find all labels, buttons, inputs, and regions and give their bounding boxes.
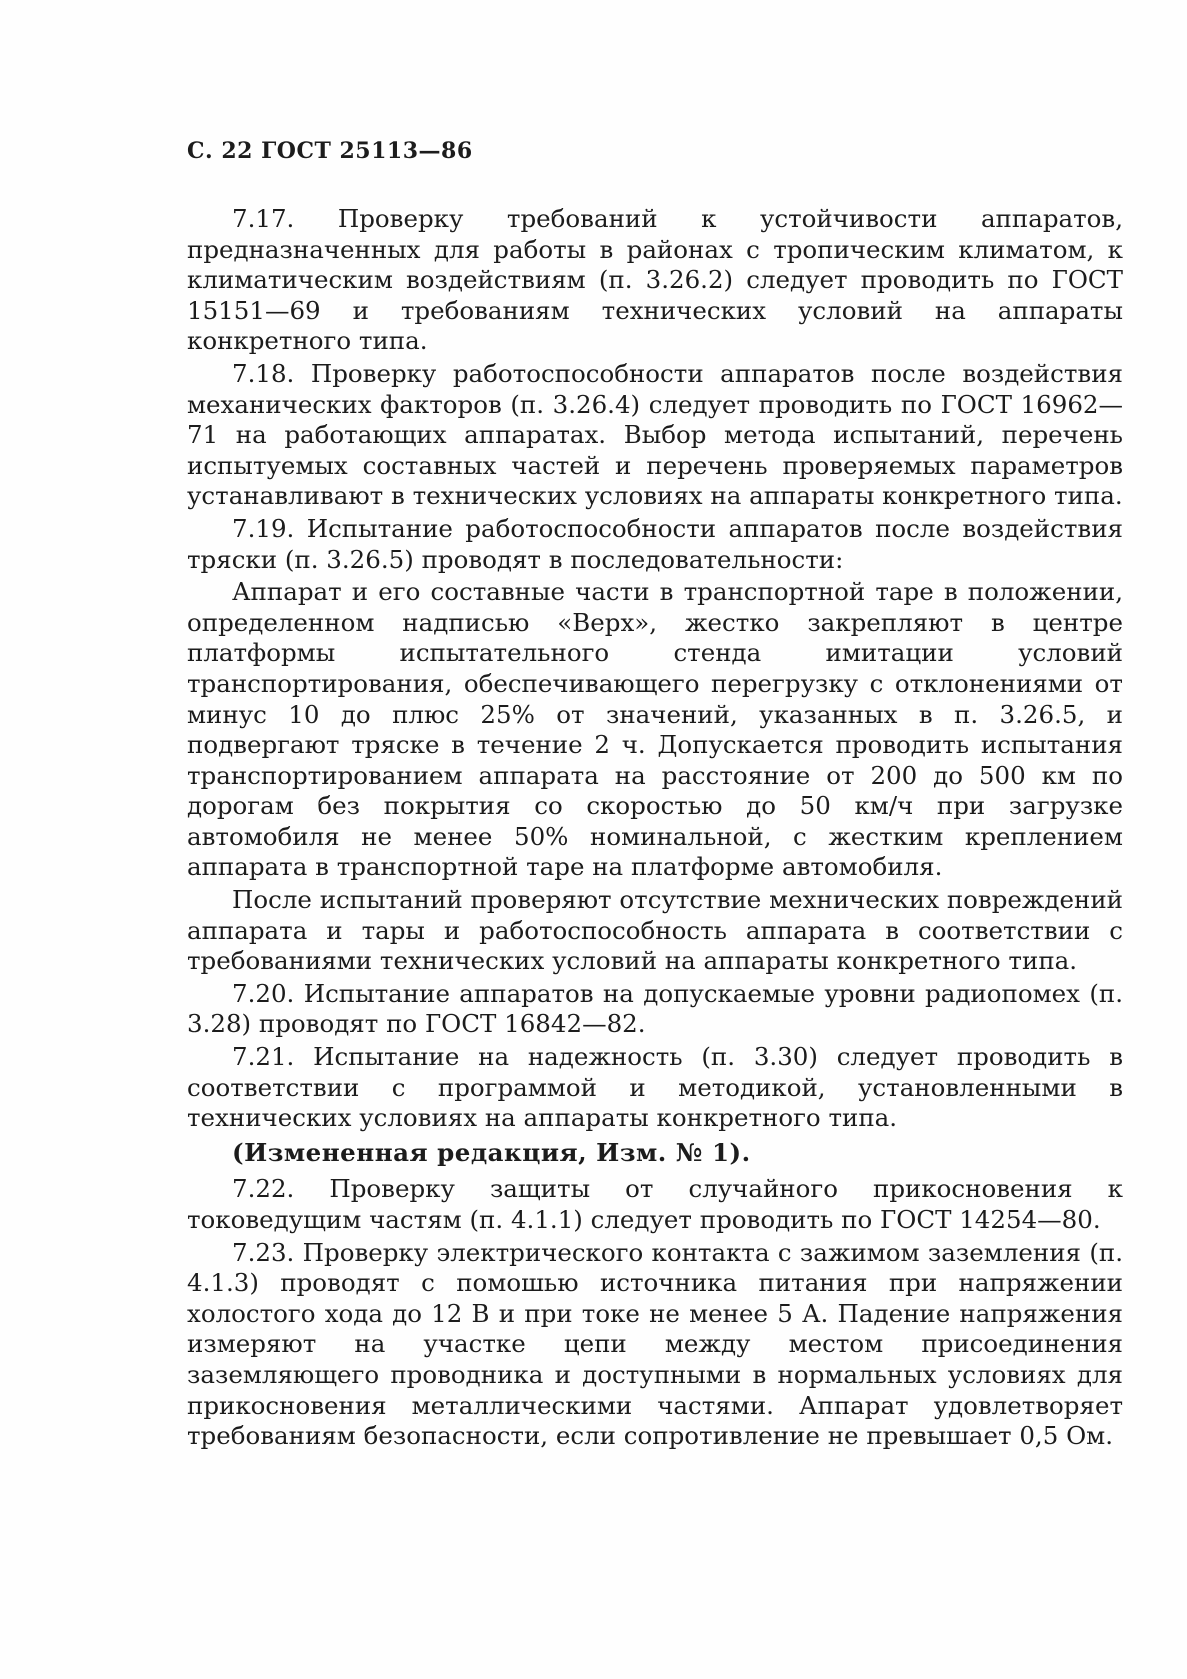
paragraph-7-23: 7.23. Проверку электрического контакта с зажимом заземления (п. 4.1.3) проводят с помошью источника питания при напряжении холостого хода до 12 В и при токе не менее 5 А. Падение напряжения измеряют на участке цепи между местом присоединения заземляющего проводника и доступными в нормальных условиях для прикосновения металлическими частями. Аппарат удовлетворяет требованиям безопасности, если сопротивление не превышает 0,5 Ом.	[187, 1237, 1123, 1451]
paragraph-7-18: 7.18. Проверку работоспособности аппаратов после воздействия механических факторов (п. 3.26.4) следует проводить по ГОСТ 16962—71 на работающих аппаратах. Выбор метода испытаний, перечень испытуемых составных частей и перечень проверяемых параметров устанавливают в технических условиях на аппараты конкретного типа.	[187, 358, 1123, 511]
paragraph-7-20: 7.20. Испытание аппаратов на допускаемые уровни радиопомех (п. 3.28) проводят по ГОСТ 16842—82.	[187, 978, 1123, 1039]
running-head: С. 22 ГОСТ 25113—86	[187, 138, 473, 164]
paragraph-7-19-after-tests: После испытаний проверяют отсутствие мехнических повреждений аппарата и тары и работоспособность аппарата в соответствии с требованиями технических условий на аппараты конкретного типа.	[187, 885, 1123, 976]
paragraph-7-22: 7.22. Проверку защиты от случайного прикосновения к токоведущим частям (п. 4.1.1) следует проводить по ГОСТ 14254—80.	[187, 1174, 1123, 1234]
document-body	[187, 204, 1123, 1454]
paragraph-7-17: 7.17. Проверку требований к устойчивости аппаратов, предназначенных для работы в районах с тропическим климатом, к климатическим воздействиям (п. 3.26.2) следует проводить по ГОСТ 15151—69 и требованиям технических условий на аппараты конкретного типа.	[187, 204, 1123, 356]
paragraph-7-21: 7.21. Испытание на надежность (п. 3.30) следует проводить в соответствии с программой и методикой, установленными в технических условиях на аппараты конкретного типа.	[187, 1042, 1123, 1133]
amendment-note: (Измененная редакция, Изм. № 1).	[232, 1137, 751, 1167]
paragraph-7-19-procedure: Аппарат и его составные части в транспортной таре в положении, определенном надписью «Верх», жестко закрепляют в центре платформы испытательного стенда имитации условий транспортирования, обеспечивающего перегрузку с отклонениями от минус 10 до плюс 25% от значений, указанных в п. 3.26.5, и подвергают тряске в течение 2 ч. Допускается проводить испытания транспортированием аппарата на расстояние от 200 до 500 км по дорогам без покрытия со скоростью до 50 км/ч при загрузке автомобиля не менее 50% номинальной, с жестким креплением аппарата в транспортной таре на платформе автомобиля.	[187, 577, 1123, 882]
paragraph-7-19: 7.19. Испытание работоспособности аппаратов после воздействия тряски (п. 3.26.5) проводят в последовательности:	[187, 513, 1123, 574]
